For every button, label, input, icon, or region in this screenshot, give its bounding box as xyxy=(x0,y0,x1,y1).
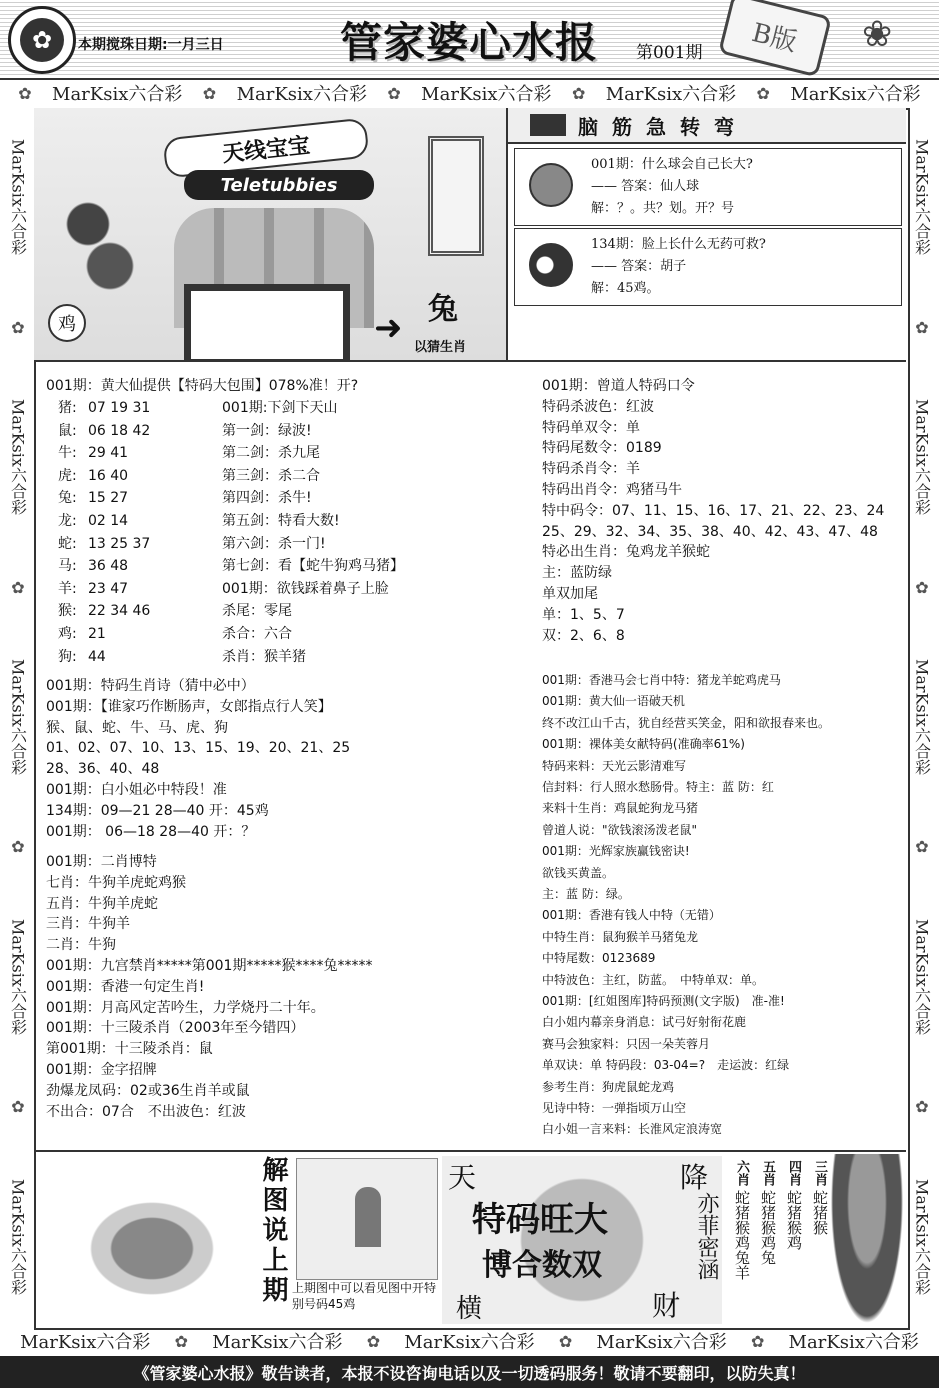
text-line: 第001期：十三陵杀肖：鼠 xyxy=(46,1041,213,1058)
text-line: 25、29、32、34、35、38、40、42、43、47、48 xyxy=(542,523,878,540)
logo-text: MarKsix六合彩 xyxy=(8,139,28,256)
logo-text: MarKsix六合彩 xyxy=(8,399,28,515)
text-line: 双：2、6、8 xyxy=(542,627,625,644)
text-line: 五肖：牛狗羊虎蛇 xyxy=(46,895,158,912)
zodiac-column-items: 蛇猪猴鸡兔 xyxy=(759,1190,777,1265)
sword-tip: 001期：欲钱踩着鼻子上脸 xyxy=(222,580,389,597)
zodiac-label: 龙: xyxy=(58,513,77,529)
slogan-right: 降 xyxy=(680,1161,709,1194)
text-line: 猴、鼠、蛇、牛、马、虎、狗 xyxy=(46,719,228,736)
text-line: 主：蓝防绿 xyxy=(542,565,612,582)
zodiac-numbers: 15 27 xyxy=(88,490,129,507)
flower-icon: ✿ xyxy=(174,1331,189,1351)
zodiac-column-head: 六肖 xyxy=(734,1160,749,1186)
riddle-solution: 解：？。共？划。开？号 xyxy=(591,201,735,216)
masthead xyxy=(0,0,939,80)
text-line: 001期：曾道人特码口令 xyxy=(542,378,695,394)
text-line: 001期：白小姐必中特段！准 xyxy=(46,782,227,798)
zodiac-numbers: 06 18 42 xyxy=(88,422,151,439)
text-line: 来料十生肖：鸡鼠蛇狗龙马猪 xyxy=(542,801,699,816)
zodiac-label: 鼠: xyxy=(58,422,77,439)
riddle-answer: —— 答案：仙人球 xyxy=(591,179,700,194)
text-line: 主：蓝 防：绿。 xyxy=(542,887,630,901)
sword-tip: 第七剑：看【蛇牛狗鸡马猪】 xyxy=(222,558,404,575)
text-line: 特中码令：07、11、15、16、17、21、22、23、24 xyxy=(542,502,885,519)
logo-text: MarKsix六合彩 xyxy=(596,1332,727,1353)
logo-text: MarKsix六合彩 xyxy=(8,918,28,1035)
right-logo-strip xyxy=(908,108,936,1326)
text-line: 001期：十三陵杀肖（2003年至今错四） xyxy=(46,1020,305,1037)
flower-icon: ✿ xyxy=(11,837,25,857)
flower-icon: ✿ xyxy=(750,1331,765,1351)
text-line: 中特尾数：0123689 xyxy=(542,951,656,966)
zodiac-label: 牛: xyxy=(58,445,77,462)
zodiac-column xyxy=(784,1160,808,1250)
flower-icon: ✿ xyxy=(202,83,217,103)
swastika-badge-icon xyxy=(529,163,573,207)
zodiac-numbers: 44 xyxy=(88,648,106,665)
sword-tip: 第二剑：杀九尾 xyxy=(222,445,320,462)
slogan-bottom-left: 横 xyxy=(456,1294,483,1324)
text-line: 001期：金字招牌 xyxy=(46,1062,157,1078)
zodiac-label: 猴: xyxy=(58,603,77,620)
bottom-panel xyxy=(34,1150,906,1328)
paper-title: 管家婆心水报 xyxy=(340,18,599,67)
zodiac-numbers: 23 47 xyxy=(88,580,129,597)
zodiac-column-items: 蛇猪猴鸡兔羊 xyxy=(733,1190,751,1280)
text-line: 001期：[红姐图库]特码预测(文字版) 准-准! xyxy=(542,994,785,1008)
tv-title: 天线宝宝 xyxy=(162,117,369,178)
arrow-icon: ➜ xyxy=(374,308,403,348)
logo-text: MarKsix六合彩 xyxy=(404,1332,535,1353)
zodiac-label: 蛇: xyxy=(58,535,77,552)
logo-text: MarKsix六合彩 xyxy=(421,84,552,105)
text-line: 01、02、07、10、13、15、19、20、21、25 xyxy=(46,740,351,757)
riddle-title: 脑筋急转弯 xyxy=(578,114,748,139)
zodiac-column-items: 蛇猪猴鸡 xyxy=(785,1190,803,1250)
last-issue-puzzle-image xyxy=(296,1158,438,1280)
slogan-main: 特码旺大 xyxy=(472,1200,608,1240)
footer-notice: 《管家婆心水报》敬告读者，本报不设咨询电话以及一切透码服务！敬请不要翻印，以防失真！ xyxy=(0,1356,939,1388)
text-line: 28、36、40、48 xyxy=(46,761,160,778)
text-line: 特码杀波色：红波 xyxy=(542,398,654,415)
zodiac-label: 猪: xyxy=(58,400,77,416)
text-line: 见诗中特：一弹指顷万山空 xyxy=(542,1101,687,1115)
woman-portrait xyxy=(830,1154,904,1326)
logo-text: MarKsix六合彩 xyxy=(52,84,183,105)
hint-rooster: 鸡 xyxy=(48,304,86,342)
slogan-block xyxy=(442,1156,722,1324)
zodiac-column-items: 蛇猪猴 xyxy=(811,1190,829,1235)
text-line: 单双诀：单 特码段：03-04=? 走运波：红绿 xyxy=(542,1058,790,1073)
solve-caption: 上期图中可以看见图中开特别号码45鸡 xyxy=(292,1281,437,1311)
logo-text: MarKsix六合彩 xyxy=(912,399,932,515)
logo-text: MarKsix六合彩 xyxy=(605,84,737,105)
text-line: 欲钱买黄盖。 xyxy=(542,865,615,880)
logo-text: MarKsix六合彩 xyxy=(8,659,28,775)
logo-text: MarKsix六合彩 xyxy=(788,1332,919,1353)
flower-icon: ✿ xyxy=(387,83,401,103)
lotus-icon: ❀ xyxy=(862,14,893,55)
tree-illustration xyxy=(44,168,154,308)
text-line: 001期：裸体美女献特码(准确率61%) xyxy=(542,737,745,752)
draw-date: 本期搅珠日期:一月三日 xyxy=(78,37,224,53)
zodiac-columns xyxy=(726,1160,836,1320)
text-line: 劲爆龙凤码：02或36生肖羊或鼠 xyxy=(46,1082,250,1099)
flower-icon: ✿ xyxy=(915,317,929,337)
text-line: 134期：09—21 28—40 开：45鸡 xyxy=(46,802,269,819)
text-line: 中特生肖：鼠狗猴羊马猪兔龙 xyxy=(542,929,699,944)
left-logo-strip xyxy=(4,108,32,1326)
logo-text: MarKsix六合彩 xyxy=(236,84,367,105)
sword-tip: 第五剑：特看大数! xyxy=(222,513,340,529)
flower-icon: ✿ xyxy=(558,1331,573,1351)
mirror-frame-illustration xyxy=(428,136,484,256)
riddle-logo-icon xyxy=(530,114,566,136)
sword-tip: 杀尾：零尾 xyxy=(222,603,292,620)
zodiac-numbers: 16 40 xyxy=(88,467,129,484)
text-line: 特必出生肖：兔鸡龙羊猴蛇 xyxy=(542,544,710,561)
text-line: 001期：香港有钱人中特（无错） xyxy=(542,908,721,923)
zodiac-column xyxy=(732,1160,756,1280)
text-line: 三肖：牛狗羊 xyxy=(46,916,130,933)
riddle-item xyxy=(514,228,902,306)
logo-text: MarKsix六合彩 xyxy=(790,84,921,105)
flower-icon: ✿ xyxy=(915,577,929,597)
zodiac-numbers: 02 14 xyxy=(88,513,129,529)
riddle-item xyxy=(514,148,902,226)
edition-stamp: B版 xyxy=(718,0,832,77)
flower-icon: ✿ xyxy=(756,83,770,103)
blank-frame-illustration xyxy=(184,284,350,362)
text-line: 001期：二肖博特 xyxy=(46,854,157,870)
logo-text: MarKsix六合彩 xyxy=(912,1178,932,1295)
text-line: 001期： 06—18 28—40 开：？ xyxy=(46,823,256,840)
text-line: 001期：香港一句定生肖! xyxy=(46,978,205,995)
logo-text: MarKsix六合彩 xyxy=(912,139,932,256)
teletubbies-banner xyxy=(34,108,508,362)
text-line: 二肖：牛狗 xyxy=(46,937,116,954)
flower-icon: ✿ xyxy=(11,1097,25,1117)
hint-rabbit: 兔 xyxy=(428,292,458,327)
text-line: 赛马会独家料：只因一朵芙蓉月 xyxy=(542,1036,711,1051)
sword-tip: 第三剑：杀二合 xyxy=(222,467,320,484)
text-line: 中特波色：主红，防蓝。 中特单双：单。 xyxy=(542,972,765,987)
riddle-panel xyxy=(508,108,906,362)
logo-text: MarKsix六合彩 xyxy=(912,918,932,1035)
yin-yang-icon xyxy=(529,243,573,287)
sword-tip: 001期:下剑下天山 xyxy=(222,400,338,416)
sword-tip: 第六剑：杀一门! xyxy=(222,535,326,552)
zodiac-column-head: 三肖 xyxy=(812,1160,827,1186)
flower-icon: ✿ xyxy=(571,83,586,103)
flower-icon: ✿ xyxy=(915,837,929,857)
riddle-answer: —— 答案：胡子 xyxy=(591,259,687,274)
sword-tip: 第四剑：杀牛! xyxy=(222,490,312,507)
flower-icon: ✿ xyxy=(11,317,25,337)
zodiac-label: 羊: xyxy=(58,580,77,597)
top-logo-strip xyxy=(8,80,931,106)
bauhinia-emblem-icon: ✿ xyxy=(8,6,76,74)
text-line: 信封料：行人照水愁肠骨。特主：蓝 防：红 xyxy=(542,780,774,794)
solve-title: 解图说上期 xyxy=(258,1156,288,1306)
zodiac-numbers: 07 19 31 xyxy=(88,400,151,416)
zodiac-column-head: 五肖 xyxy=(760,1160,775,1186)
logo-text: MarKsix六合彩 xyxy=(20,1332,151,1353)
logo-text: MarKsix六合彩 xyxy=(212,1332,343,1353)
zodiac-numbers: 22 34 46 xyxy=(88,603,151,620)
zodiac-column xyxy=(758,1160,782,1265)
text-line: 001期：黄大仙一语破天机 xyxy=(542,694,685,709)
text-line: 001期：月高风定苦吟生，力学烧丹二十年。 xyxy=(46,999,325,1016)
text-line: 单：1、5、7 xyxy=(542,606,625,623)
text-line: 001期：【谁家巧作断肠声，女郎指点行人笑】 xyxy=(46,698,332,715)
zodiac-label: 鸡: xyxy=(58,626,77,642)
sword-tip: 杀合：六合 xyxy=(222,626,292,642)
slogan-left: 天 xyxy=(448,1161,477,1194)
logo-text: MarKsix六合彩 xyxy=(8,1178,28,1295)
zodiac-numbers: 29 41 xyxy=(88,445,129,462)
flower-icon: ✿ xyxy=(366,1331,381,1351)
text-line: 曾道人说："欲钱滚汤泼老鼠" xyxy=(542,822,698,837)
text-line: 七肖：牛狗羊虎蛇鸡猴 xyxy=(46,874,186,891)
zodiac-column-head: 四肖 xyxy=(786,1160,801,1186)
slogan-extra: 亦菲密涵 xyxy=(694,1192,719,1280)
text-line: 不出合：07合 不出波色：红波 xyxy=(46,1103,246,1120)
riddle-question: 134期：脸上长什么无药可救? xyxy=(591,237,766,252)
banner-caption: 以猜生肖 xyxy=(414,340,467,355)
text-line: 001期：香港马会七肖中特：猪龙羊蛇鸡虎马 xyxy=(542,673,781,687)
zodiac-label: 虎: xyxy=(58,467,77,484)
riddle-header xyxy=(508,108,906,144)
flower-icon: ✿ xyxy=(11,577,25,597)
flower-icon: ✿ xyxy=(18,83,32,103)
sword-tip: 杀肖：猴羊猪 xyxy=(222,648,306,665)
text-line: 白小姐内幕亲身消息：试弓好射衔花鹿 xyxy=(542,1015,747,1030)
zodiac-label: 兔: xyxy=(58,490,77,507)
zodiac-label: 狗: xyxy=(58,648,77,665)
text-line: 单双加尾 xyxy=(542,586,598,602)
zodiac-numbers: 13 25 37 xyxy=(88,535,151,552)
text-line: 特码出肖令：鸡猪马牛 xyxy=(542,482,682,498)
bottom-logo-strip xyxy=(8,1328,931,1354)
slogan-sub: 博合数双 xyxy=(482,1248,602,1283)
zodiac-label: 马: xyxy=(58,558,77,575)
text-line: 特码杀肖令：羊 xyxy=(542,461,640,478)
text-line: 001期：特码生肖诗（猜中必中） xyxy=(46,678,255,694)
logo-text: MarKsix六合彩 xyxy=(912,659,932,775)
text-line: 特码单双令：单 xyxy=(542,419,640,436)
text-line: 001期：光辉家族赢钱密诀! xyxy=(542,844,690,859)
riddle-question: 001期：什么球会自己长大? xyxy=(591,157,753,172)
show-name: Teletubbies xyxy=(184,170,374,200)
text-line: 白小姐一言来料：长淮风定浪涛宽 xyxy=(542,1122,723,1137)
section-title: 001期：黄大仙提供【特码大包围】078%准！开? xyxy=(46,378,359,394)
sword-tip: 第一剑：绿波! xyxy=(222,422,312,439)
issue-number: 第001期 xyxy=(636,43,703,63)
text-line: 特码尾数令：0189 xyxy=(542,440,662,457)
text-line: 001期：九宫禁肖*****第001期*****猴****兔***** xyxy=(46,958,373,974)
text-line: 参考生肖：狗虎鼠蛇龙鸡 xyxy=(542,1079,675,1094)
tiger-ink-painting xyxy=(42,1166,242,1316)
text-line: 特码来料：天光云影清难写 xyxy=(542,758,687,773)
flower-icon: ✿ xyxy=(915,1097,929,1117)
zodiac-numbers: 36 48 xyxy=(88,558,129,575)
slogan-bottom-right: 财 xyxy=(652,1289,681,1322)
zodiac-numbers: 21 xyxy=(88,626,106,642)
text-line: 终不改江山千古，犹自经营买笑金，阳和欲报春来也。 xyxy=(542,715,831,730)
riddle-solution: 解：45鸡。 xyxy=(591,281,660,296)
